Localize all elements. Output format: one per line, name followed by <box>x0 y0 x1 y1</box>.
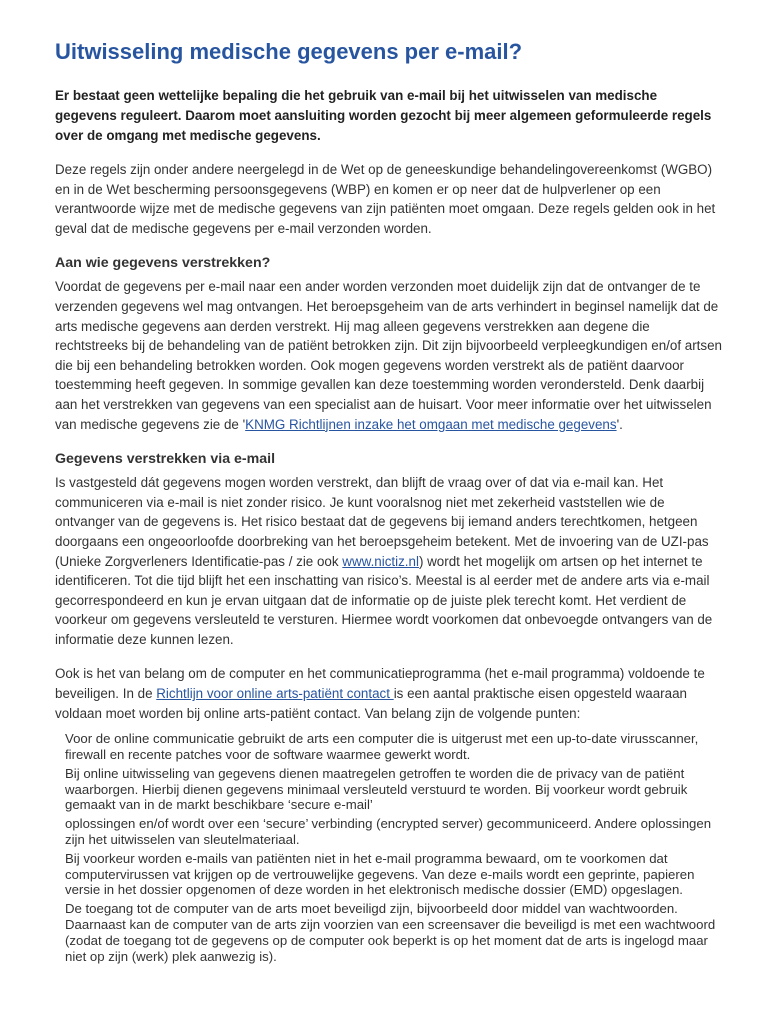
knmg-richtlijnen-link[interactable]: KNMG Richtlijnen inzake het omgaan met medische gegevens <box>245 416 617 432</box>
paragraph-wgbo: Deze regels zijn onder andere neergelegd in de Wet op de geneeskundige behandelingovereenkomst (WGBO) en in de Wet bescherming persoonsgegevens (WBP) en komen er op neer dat de hulpverlener op een verantwoorde wijze met de medische gegevens van zijn patiënten moet omgaan. Deze regels gelden ook in het geval dat de medische gegevens per e-mail verzonden worden. <box>55 162 716 236</box>
page-title: Uitwisseling medische gegevens per e-mail? <box>55 39 523 64</box>
paragraph-via-email <box>55 473 722 649</box>
paragraph-aan-wie <box>55 277 722 434</box>
paragraph-aan-wie-text: Voordat de gegevens per e-mail naar een ander worden verzonden moet duidelijk zijn dat de ontvanger de te verzenden gegevens wel mag ontvangen. Het beroepsgeheim van de arts verhindert in beginsel namelijk dat de arts medische gegevens aan derden verstrekt. Hij mag alleen gegevens verstrekken aan degene die rechtstreeks bij de behandeling van de patiënt betrokken zijn. Dit zijn bijvoorbeeld verpleegkundigen en/of artsen die bij een behandeling betrokken worden. Ook mogen gegevens worden verstrekt als de patiënt daarvoor toestemming heeft gegeven. In sommige gevallen kan deze toestemming worden verondersteld. Denk daarbij aan het verstrekken van gegevens van een specialist aan de huisart. Voor meer informatie over het uitwisselen van medische gegevens zie de ' <box>55 279 722 432</box>
list-item: oplossingen en/of wordt over een ‘secure’ verbinding (encrypted server) gecommuniceerd. Andere oplossingen zijn het uitwisselen van sleutelmateriaal. <box>65 816 712 848</box>
paragraph-beveiligen-text: Ook is het van belang om de computer en het communicatieprogramma (het e-mail programma) voldoende te beveiligen. In de <box>55 666 705 702</box>
paragraph-beveiligen <box>55 664 722 723</box>
paragraph-beveiligen-end: is een aantal praktische eisen opgesteld waaraan voldaan moet worden bij online arts-patiënt contact. Van belang zijn de volgende punten: <box>55 686 687 721</box>
list-item: De toegang tot de computer van de arts moet beveiligd zijn, bijvoorbeeld door middel van wachtwoorden. Daarnaast kan de computer van de arts zijn voorzien van een screensaver die beveiligd is met een wachtwoord (zodat de toegang tot de gegevens op de computer ook beperkt is op het moment dat de arts is ingelogd maar niet op zijn (werk) plek aanwezig is). <box>65 901 716 964</box>
paragraph-via-email-text-end: ) wordt het mogelijk om artsen op het internet te identificeren. Tot die tijd blijft het een inschatting van risico’s. Meestal is al eerder met de andere arts via e-mail gecorrespondeerd en kun je ervan uitgaan dat de informatie op de juiste plek terecht komt. Het verdient de voorkeur om gegevens versleuteld te versturen. Hiermee wordt voorkomen dat onbevoegde ontvangers van de informatie deze kunnen lezen. <box>55 553 713 647</box>
requirements-list <box>55 731 722 964</box>
list-item: Bij voorkeur worden e-mails van patiënten niet in het e-mail programma bewaard, om te voorkomen dat computervirussen vat krijgen op de vertrouwelijke gegevens. Van deze e-mails wordt een geprinte, papieren versie in het dossier opgenomen of deze worden in het elektronisch medische dossier (EMD) opgeslagen. <box>65 850 695 898</box>
heading-via-email: Gegevens verstrekken via e-mail <box>55 451 276 468</box>
richtlijn-online-contact-link[interactable]: Richtlijn voor online arts-patiënt contact <box>156 686 394 702</box>
heading-aan-wie: Aan wie gegevens verstrekken? <box>55 255 271 272</box>
paragraph-aan-wie-end: '. <box>616 416 623 432</box>
nictiz-link[interactable]: www.nictiz.nl <box>342 553 419 569</box>
list-item: Bij online uitwisseling van gegevens dienen maatregelen getroffen te worden die de privacy van de patiënt waarborgen. Hierbij dienen gegevens minimaal versleuteld verstuurd te worden. Bij voorkeur wordt gebruik gemaakt van in de markt beschikbare ‘secure e-mail’ <box>65 765 688 813</box>
paragraph-via-email-text: Is vastgesteld dát gegevens mogen worden verstrekt, dan blijft de vraag over of dat via e-mail kan. Het communiceren via e-mail is niet zonder risico. Je kunt vooralsnog niet met zekerheid vaststellen wie de ontvanger van de gegevens is. Het risico bestaat dat de gegevens bij iemand anders terechtkomen, hetgeen doorgaans een ongeoorloofde doorbreking van het beroepsgeheim betekent. Met de invoering van de UZI-pas (Unieke Zorgverleners Identificatie-pas / zie ook <box>55 475 709 569</box>
list-item: Voor de online communicatie gebruikt de arts een computer die is uitgerust met een up-to-date virusscanner, firewall en recente patches voor de software waarmee gewerkt wordt. <box>65 731 699 763</box>
intro-paragraph: Er bestaat geen wettelijke bepaling die het gebruik van e-mail bij het uitwisselen van medische gegevens reguleert. Daarom moet aansluiting worden gezocht bij meer algemeen geformuleerde regels over de omgang met medische gegevens. <box>55 88 712 143</box>
